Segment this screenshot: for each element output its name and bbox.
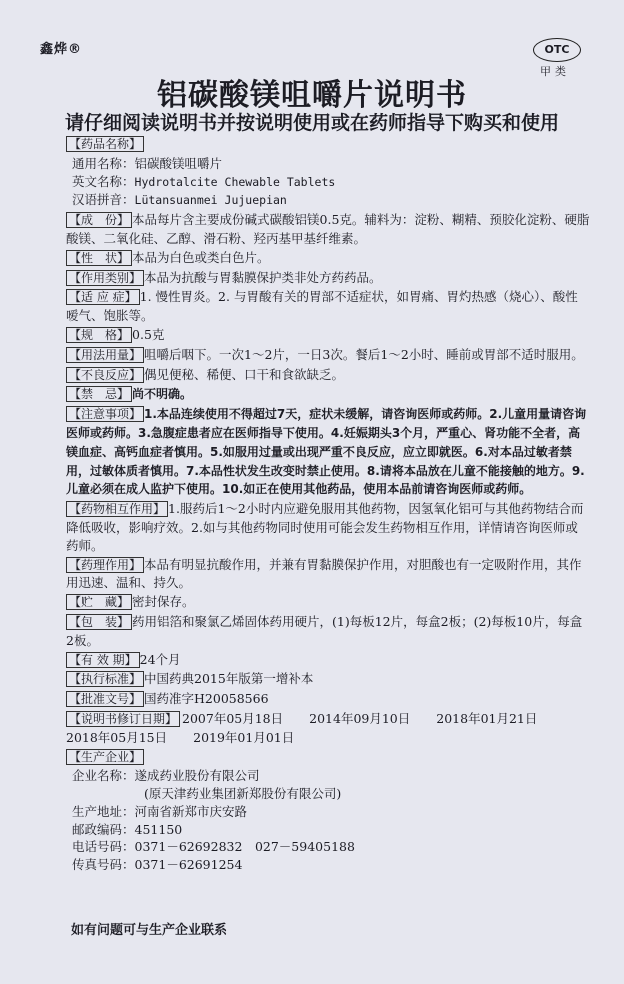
section-text: 国药准字H20058566 [144,691,269,707]
section-manufacturer [66,748,590,767]
section-label: 【包 装】 [66,614,132,630]
address-row [66,803,590,821]
section-label: 【规 格】 [66,327,132,343]
section-text: 1.本品连续使用不得超过7天，症状未缓解，请咨询医师或药师。2.儿童用量请咨询医师或药师。3.急腹症患者应在医师指导下使用。4.妊娠期头3个月，严重心、肾功能不全者，高镁血症、高钙血症者慎用。5.如服用过量或出现严重不良反应，应立即就医。6.对本品过敏者禁用，过敏体质者慎用。7.本品性状发生改变时禁止使用。8.请将本品放在儿童不能接触的地方。9.儿童必须在成人监护下使用。10.如正在使用其他药品，使用本品前请咨询医师或药师。 [66,407,587,497]
section-text: 1. 慢性胃炎。2. 与胃酸有关的胃部不适症状，如胃痛、胃灼热感（烧心）、酸性嗳气、饱胀等。 [66,289,578,324]
revision-date: 2007年05月18日 [182,710,284,726]
pinyin-row [66,191,590,210]
section-label: 【适 应 症】 [66,289,140,305]
field-label: 生产地址： [72,803,135,819]
section-label: 【成 份】 [66,212,132,228]
section-text: 本品为抗酸与胃黏膜保护类非处方药药品。 [144,269,382,285]
section-text: 本品有明显抗酸作用，并兼有胃黏膜保护作用，对胆酸也有一定吸附作用，其作用迅速、温和、持久。 [66,556,582,591]
section-appearance [66,249,590,268]
section-standard [66,670,590,689]
company-name-row [66,767,590,785]
section-label: 【用法用量】 [66,347,144,363]
company-phone: 0371－62692832 027－59405188 [134,839,355,855]
footer-note: 如有问题可与生产企业联系 [71,923,228,938]
otc-class-label: 甲类 [540,65,570,78]
section-text: 咀嚼后咽下。一次1～2片，一日3次。餐后1～2小时、睡前或胃部不适时服用。 [144,346,584,362]
section-label: 【注意事项】 [66,406,144,422]
section-label: 【不良反应】 [66,367,144,383]
field-label: 英文名称： [72,173,135,189]
section-pharmacology [66,556,590,593]
section-ingredients [66,211,590,248]
section-label: 【禁 忌】 [66,386,132,402]
field-label: 通用名称： [72,155,135,171]
section-package [66,613,590,650]
field-label: 电话号码： [72,839,135,855]
leaflet-content [66,135,590,874]
section-dosage [66,346,590,365]
generic-name: 铝碳酸镁咀嚼片 [134,155,223,171]
english-name-row [66,173,590,192]
document-subtitle: 请仔细阅读说明书并按说明使用或在药师指导下购买和使用 [64,112,559,134]
company-fax: 0371－62691254 [134,857,243,873]
section-label: 【贮 藏】 [66,594,132,610]
generic-name-row [66,155,590,173]
section-text: 药用铝箔和聚氯乙烯固体药用硬片，(1)每板12片，每盒2板；(2)每板10片，每盒2板。 [66,613,583,648]
field-label: 企业名称： [72,768,135,784]
fax-row [66,856,590,874]
pinyin-name: Lütansuanmei Jujuepian [134,193,287,208]
section-category [66,269,590,288]
section-indications [66,288,590,325]
section-label: 【药物相互作用】 [66,501,168,517]
section-label: 【批准文号】 [66,691,144,707]
section-approval [66,690,590,709]
section-text: 0.5克 [132,326,165,342]
section-label: 【药品名称】 [66,136,144,152]
company-postcode: 451150 [134,821,183,837]
revision-date: 2018年01月21日 [436,710,538,726]
section-spec [66,326,590,345]
section-interactions [66,500,590,554]
section-text: 1.服药后1～2小时内应避免服用其他药物，因氢氧化铝可与其他药物结合而降低吸收，影响疗效。2.如与其他药物同时使用可能会发生药物相互作用，详情请咨询医师或药师。 [66,501,584,553]
company-name: 遂成药业股份有限公司 [134,768,260,784]
section-text: 密封保存。 [132,594,195,610]
section-revision [66,710,590,747]
revision-date: 2014年09月10日 [309,710,411,726]
section-text: 24个月 [139,651,181,667]
former-name-row [66,785,590,803]
section-label: 【有 效 期】 [66,652,140,668]
section-adverse [66,366,590,385]
company-former-name: (原天津药业集团新郑股份有限公司) [144,786,342,802]
section-validity [66,651,590,670]
section-label: 【生产企业】 [66,749,144,765]
phone-row [66,838,590,856]
section-label: 【执行标准】 [66,671,144,687]
revision-date: 2018年05月15日 [66,729,168,745]
section-text: 本品为白色或类白色片。 [132,249,270,265]
otc-badge: OTC [533,38,581,62]
section-text: 本品每片含主要成份碱式碳酸铝镁0.5克。辅料为：淀粉、糊精、预胶化淀粉、硬脂酸镁、二氧化硅、乙醇、滑石粉、羟丙基甲基纤维素。 [66,212,590,246]
document-title: 铝碳酸镁咀嚼片说明书 [157,78,467,113]
section-label: 【说明书修订日期】 [66,711,180,727]
section-text: 偶见便秘、稀便、口干和食欲缺乏。 [144,366,345,382]
english-name: Hydrotalcite Chewable Tablets [134,174,336,189]
field-label: 汉语拼音： [72,192,135,208]
section-drug-name [66,135,590,154]
section-label: 【作用类别】 [66,270,144,286]
section-text: 尚不明确。 [132,387,193,402]
section-storage [66,593,590,612]
section-contraindications [66,385,590,404]
field-label: 邮政编码： [72,821,135,837]
company-address: 河南省新郑市庆安路 [134,803,248,819]
postcode-row [66,821,590,839]
field-label: 传真号码： [72,857,135,873]
section-label: 【性 状】 [66,250,132,266]
section-text: 中国药典2015年版第一增补本 [144,671,314,687]
revision-date: 2019年01月01日 [193,729,295,745]
brand-logo: 鑫烨® [40,42,83,57]
section-label: 【药理作用】 [66,557,144,573]
section-precautions [66,405,590,499]
